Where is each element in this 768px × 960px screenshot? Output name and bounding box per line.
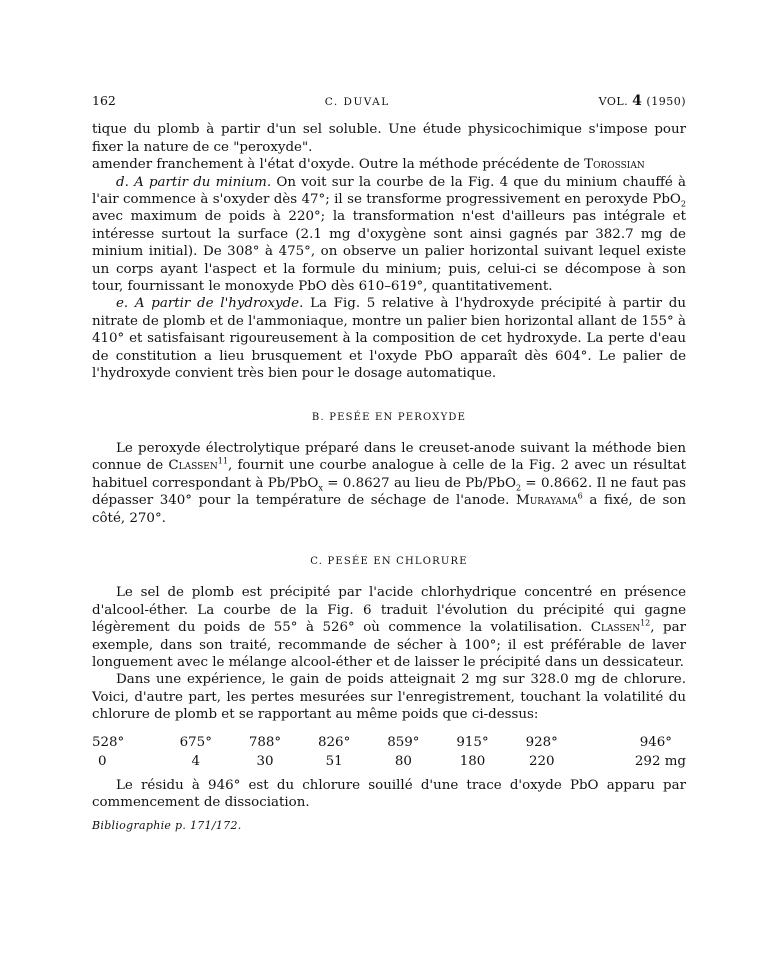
text-run: Le sel de plomb est précipité par l'acide chlorhydrique concentré en présence d'alcool-éther. La courbe de la Fig. 6 traduit l'évolution du précipité qui gagne légèrement du poids de 55° à 526° où commence la volatilisation. bbox=[92, 585, 686, 636]
table-row-losses bbox=[92, 752, 686, 771]
text-run: , par exemple, dans son traité, recommande de sécher à 100°; il est préférable de laver longuement avec le mélange alcool-éther et de laisser le précipité dans un dessicateur. bbox=[92, 620, 686, 670]
author-name: Classen bbox=[590, 620, 641, 636]
table-cell: 51 bbox=[325, 753, 343, 769]
text-run: a fixé, de son côté, 270°. bbox=[92, 493, 686, 526]
bibliography-note: Bibliographie p. 171/172. bbox=[92, 819, 242, 833]
volume-number: 4 bbox=[632, 93, 643, 109]
text-run: = 0.8627 au lieu de Pb/PbO bbox=[322, 475, 516, 491]
table-cell: 928° bbox=[525, 734, 558, 750]
table-row-temperatures bbox=[92, 734, 686, 752]
paragraph-peroxyde bbox=[92, 440, 686, 527]
subscript: x bbox=[318, 483, 323, 493]
page-number: 162 bbox=[92, 93, 116, 108]
table-cell: 180 bbox=[459, 753, 486, 769]
reference-number: 12 bbox=[640, 618, 651, 628]
table-cell: 528° bbox=[92, 734, 125, 750]
text-run: = 0.8662. Il ne faut pas dépasser 340° pour la température de séchage de l'anode. bbox=[92, 475, 686, 509]
table-cell: 859° bbox=[387, 734, 420, 750]
text-run: La Fig. 5 relative à l'hydroxyde précipité à partir du nitrate de plomb et de l'ammoniaque, montre un palier bien horizontal allant de 155° à 410° et satisfaisant rigoureusement à la composition de cet hydroxyde. La perte d'eau de constitution a lieu brusquement et l'oxyde PbO apparaît dès 604°. Le palier de l'hydroxyde convient très bien pour le dosage automatique. bbox=[92, 296, 686, 382]
text-run: On voit sur la courbe de la Fig. 4 que du minium chauffé à l'air commence à s'oxyder dès 47°; il se transforme progressivement en peroxyde PbO bbox=[92, 174, 686, 208]
table-cell: 946° bbox=[639, 734, 672, 750]
table-cell: 80 bbox=[394, 753, 412, 769]
paragraph-hydroxyde bbox=[92, 295, 686, 382]
paragraph-chlorure bbox=[92, 584, 686, 671]
section-heading-b: B. PESÉE EN PEROXYDE bbox=[311, 411, 467, 423]
volume-prefix: VOL. bbox=[598, 95, 629, 108]
author-name: Classen bbox=[168, 458, 218, 474]
text-run: avec maximum de poids à 220°; la transformation n'est d'ailleurs pas intégrale et intéresse surtout la surface (2.1 mg d'oxygène sont ainsi gagnés par 382.7 mg de minium initial). De 308° à 475°, on observe un palier horizontal suivant lequel existe un corps ayant l'aspect et la formule du minium; puis, celui-ci se décompose à son tour, fournissant le monoxyde PbO dès 610–619°, quantitativement. bbox=[92, 209, 686, 295]
text-run: , fournit une courbe analogue à celle de la Fig. 2 avec un résultat habituel correspondant à Pb/PbO bbox=[92, 458, 686, 491]
author-name: Torossian bbox=[584, 157, 645, 173]
table-cell: 4 bbox=[191, 753, 201, 769]
text-run: Le peroxyde électrolytique préparé dans le creuset-anode suivant la méthode bien connue de bbox=[92, 440, 686, 474]
table-cell: 220 bbox=[528, 753, 555, 769]
table-cell: 788° bbox=[248, 734, 282, 750]
table-cell: 675° bbox=[179, 734, 212, 750]
paragraph-experience: Dans une expérience, le gain de poids atteignait 2 mg sur 328.0 mg de chlorure. Voici, d'autre part, les pertes mesurées sur l'enregistrement, touchant la volatilité du chlorure de plomb et se rapportant au même poids que ci-dessus: bbox=[92, 672, 686, 723]
table-cell: 292 mg bbox=[634, 753, 686, 769]
text-run: amender franchement à l'état d'oxyde. Outre la méthode précédente de bbox=[92, 157, 585, 173]
subsection-label: e. A partir de l'hydroxyde. bbox=[116, 296, 304, 312]
reference-number: 6 bbox=[577, 491, 583, 501]
table-cell: 0 bbox=[98, 753, 107, 769]
volume-year: (1950) bbox=[646, 95, 686, 108]
section-heading-c: C. PESÉE EN CHLORURE bbox=[310, 555, 468, 567]
table-cell: 30 bbox=[256, 753, 274, 769]
volatility-table bbox=[92, 734, 686, 771]
reference-number: 11 bbox=[217, 456, 228, 466]
paragraph-residu: Le résidu à 946° est du chlorure souillé d'une trace d'oxyde PbO apparu par commencement de dissociation. bbox=[92, 777, 686, 810]
table-cell: 826° bbox=[318, 734, 351, 750]
running-header bbox=[92, 92, 686, 111]
page bbox=[92, 92, 686, 835]
author-name: Murayama bbox=[516, 493, 578, 509]
subscript: 2 bbox=[515, 483, 522, 493]
subscript: 2 bbox=[680, 199, 686, 209]
table-cell: 915° bbox=[456, 734, 489, 750]
paragraph-continuation: tique du plomb à partir d'un sel soluble. Une étude physicochimique s'impose pour fixer la nature de ce "peroxyde". bbox=[92, 122, 686, 155]
paragraph-torossian bbox=[92, 156, 686, 173]
paragraph-minium bbox=[92, 174, 686, 296]
running-author: C. DUVAL bbox=[324, 96, 390, 108]
volume-info bbox=[599, 93, 686, 110]
subsection-label: d. A partir du minium. bbox=[116, 174, 272, 190]
